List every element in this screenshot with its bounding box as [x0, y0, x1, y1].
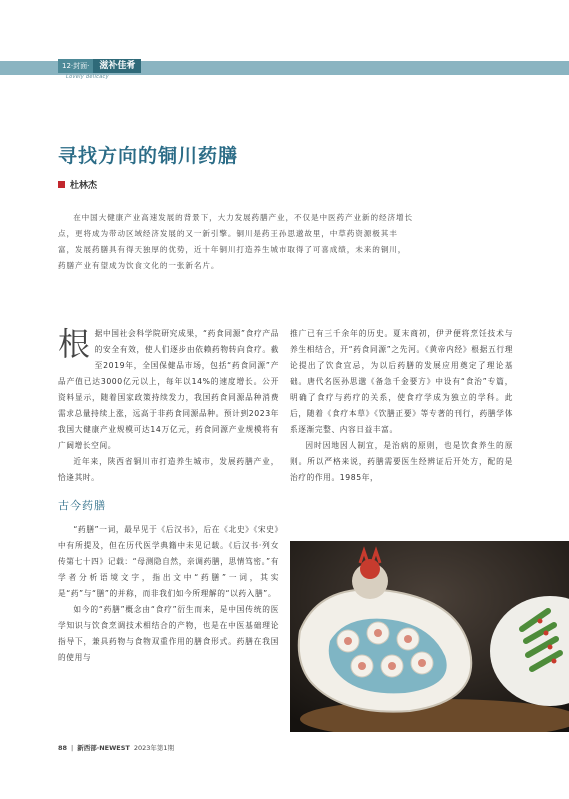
paragraph-4: 如今的“药膳”概念由“食疗”衍生而来，是中国传统的医学知识与饮食烹调技术相结合的产物，也是在中医基础理论指导下，兼具药物与食物双重作用的膳食形式。药膳在我国的使用与: [58, 605, 279, 662]
author-name: 杜林杰: [70, 181, 98, 191]
column-left: [58, 326, 279, 666]
column-right: [290, 326, 513, 486]
section-tag: [58, 56, 141, 76]
paragraph-3: “药膳”一词，最早见于《后汉书》，后在《北史》《宋史》中有所提及，但在历代医学典籍中未见记载。《后汉书·列女传第七十四》记载：“母测隐自然，亲调药膳，思情笃密。”有学者分析语境文字，指出文中“药膳”一词，其实是“药”与“膳”的并称，而非我们如今所理解的“以药入膳”。: [58, 525, 279, 598]
footer-separator: |: [71, 743, 74, 752]
article-title: 寻找方向的铜川药膳: [58, 145, 239, 167]
section-badge: 12·封面·: [58, 59, 93, 73]
article-abstract: 在中国大健康产业高速发展的背景下，大力发展药膳产业，不仅是中医药产业新的经济增长点，更将成为带动区域经济发展的又一新引擎。铜川是药王孙思邈故里，中草药资源极其丰富，发展药膳具有得天独厚的优势，近十年铜川打造养生城市取得了可喜成绩，未来的铜川，药膳产业有望成为饮食文化的一张新名片。: [58, 213, 413, 270]
section-title: 滋补佳肴: [93, 59, 141, 73]
page-number: 88: [58, 743, 68, 752]
paragraph-5: 推广已有三千余年的历史。夏末商初，伊尹便将烹饪技术与养生相结合，开“药食同源”之先河。《黄帝内经》根据五行理论提出了饮食宜忌，为以后药膳的发展应用奠定了理论基础。唐代名医孙思邈《备急千金要方》中设有“食治”专篇，明确了食疗与药疗的关系，使食疗学成为独立的学科。此后，随着《食疗本草》《饮膳正要》等专著的刊行，药膳学体系逐渐完整、内容日益丰富。: [290, 329, 513, 434]
paragraph-2: 近年来，陕西省铜川市打造养生城市，发展药膳产业，恰逢其时。: [58, 457, 279, 482]
drop-cap: 根: [58, 325, 91, 363]
page-footer: [58, 743, 174, 752]
section-heading: 古今药膳: [58, 499, 106, 512]
paragraph-6: 因时因地因人制宜，是治病的原则，也是饮食养生的原则。所以严格来说，药膳需要医生经辨证后开处方，配的是治疗的作用。1985年，: [290, 441, 513, 482]
author-marker-icon: [58, 181, 65, 188]
issue-label: 2023年第1期: [133, 744, 175, 752]
paragraph-1-text: 据中国社会科学院研究成果，“药食同源”食疗产品的安全有效，使人们逐步由依赖药物转向食疗。截至2019年，全国保健品市场，包括“药食同源”产品产值已达3000亿元以上，每年以14%的速度增长。公开资料显示，随着国家政策持续发力，我国药食同源品种消费需求总量持续上涨，远高于非药食同源品种。预计到2023年我国大健康产业规模可达14万亿元，药食同源产业规模将有广阔增长空间。: [58, 329, 279, 450]
author-line: [58, 178, 97, 191]
paragraph-1: [58, 326, 279, 454]
magazine-name: 新西部·NEWEST: [77, 744, 130, 752]
food-photo: [290, 541, 569, 732]
section-subtitle: Lovely delicacy: [66, 74, 109, 80]
food-photo-illustration: [290, 541, 569, 732]
